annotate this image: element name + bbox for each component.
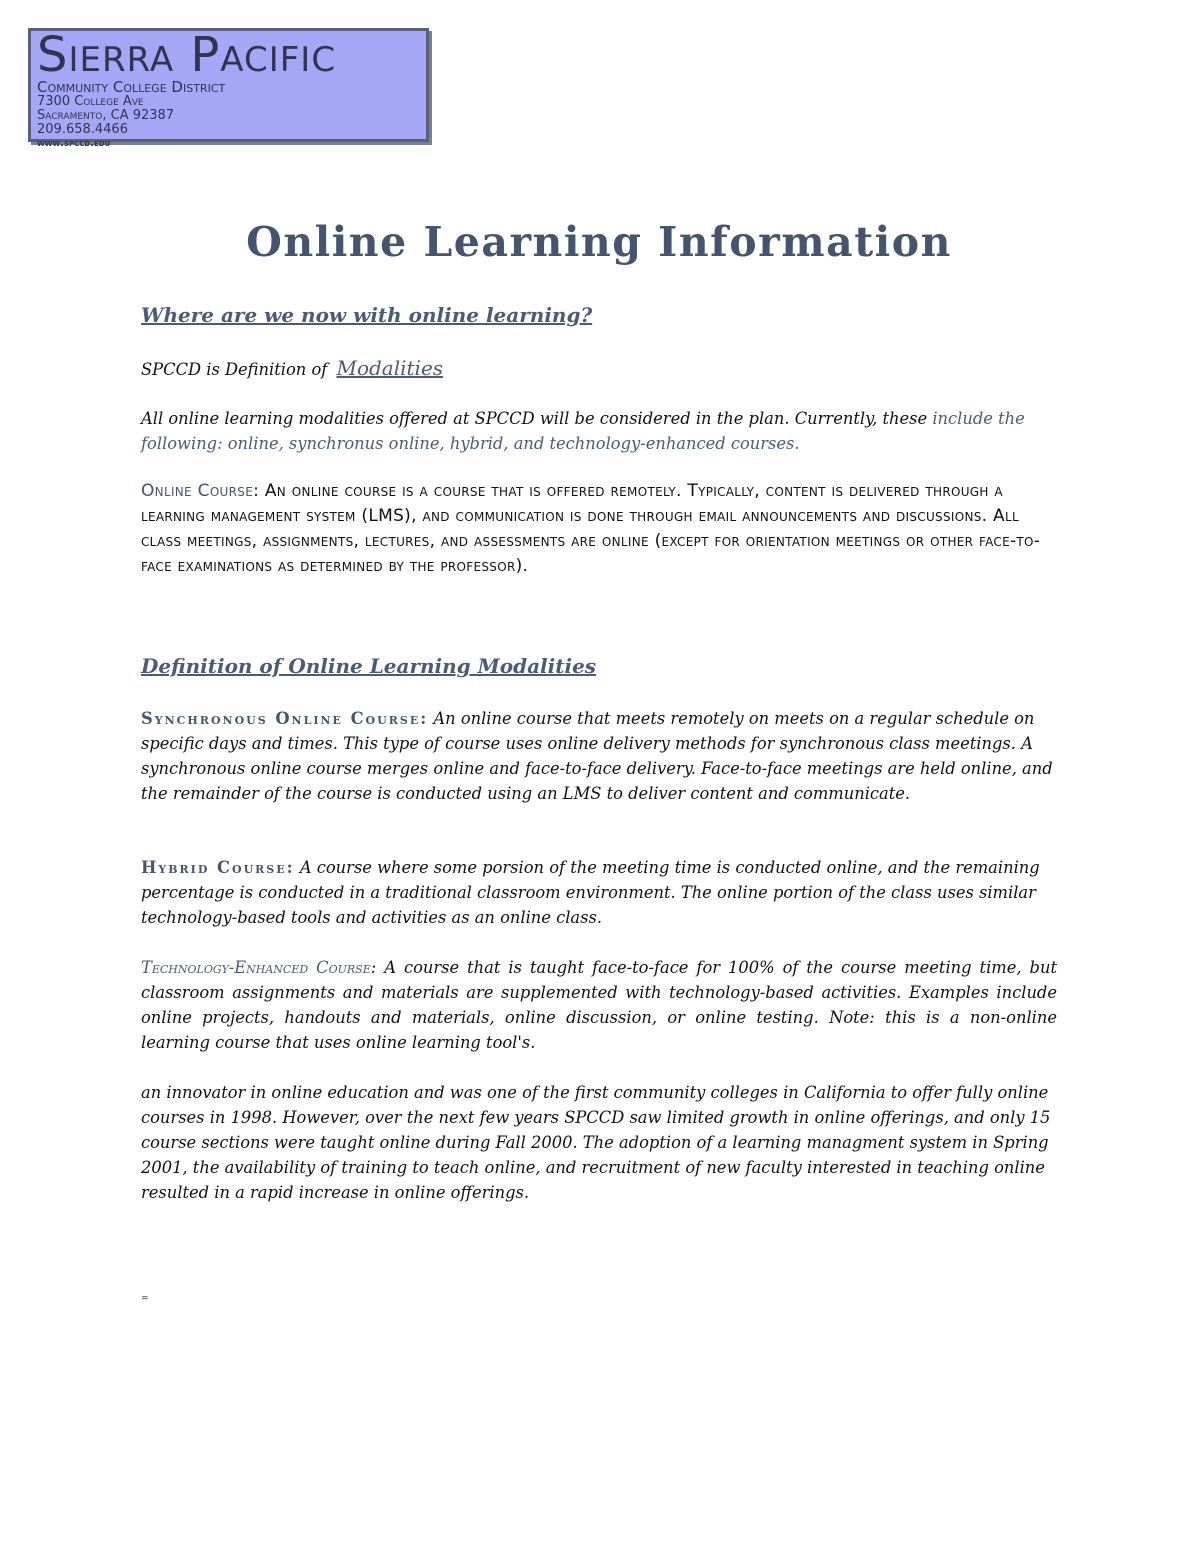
technology-enhanced-definition <box>141 955 1057 1055</box>
logo-phone: 209.658.4466 <box>37 122 128 137</box>
intro-text: All online learning modalities offered at SPCCD will be considered in the plan. Currently, these <box>141 409 928 428</box>
synchronous-course-term: Synchronous Online Course: <box>141 709 429 728</box>
modalities-link[interactable]: Modalities <box>336 356 444 380</box>
spccd-prefix: SPCCD is Definition of <box>141 360 328 379</box>
intro-text-highlight: include the following: online, synchronus online, hybrid, and technology-enhanced courses. <box>141 409 1025 453</box>
technology-enhanced-text: : A course that is taught face-to-face for 100% of the course meeting time, but classroom assignments and materials are supplemented with technology-based activities. Examples include online projects, handouts and materials, online discussion, or online testing. Note: this is a non-online learning course that uses online learning tool's. <box>141 958 1057 1052</box>
online-course-term: Online Course <box>141 481 254 501</box>
footer-mark: = <box>141 1294 149 1304</box>
logo-subtitle: Community College District <box>37 78 226 96</box>
section-heading-definitions[interactable]: Definition of Online Learning Modalities <box>141 654 597 678</box>
online-course-definition <box>141 479 1057 579</box>
hybrid-course-text: A course where some porsion of the meeting time is conducted online, and the remaining percentage is conducted in a traditional classroom environment. The online portion of the class uses similar technology-based tools and activities as an online class. <box>141 858 1040 927</box>
online-course-text: : An online course is a course that is offered remotely. Typically, content is delivered through a learning management system (LMS), and communication is done through email announcements and discussions. All class meetings, assignments, lectures, and assessments are online (except for orientation meetings or other face-to-face examinations as determined by the professor). <box>141 481 1041 576</box>
logo-name: Sierra Pacific <box>37 27 337 83</box>
synchronous-course-definition <box>141 706 1057 806</box>
section-heading-where-are-we[interactable]: Where are we now with online learning? <box>141 303 593 327</box>
technology-enhanced-term: Technology-Enhanced Course <box>141 958 371 977</box>
hybrid-course-definition <box>141 855 1057 930</box>
hybrid-course-term: Hybrid Course: <box>141 858 295 877</box>
spccd-definition-line <box>141 356 443 380</box>
synchronous-course-text: An online course that meets remotely on meets on a regular schedule on specific days and times. This type of course uses online delivery methods for synchronous class meetings. A synchronous online course merges online and face-to-face delivery. Face-to-face meetings are held online, and the remainder of the course is conducted using an LMS to deliver content and communicate. <box>141 709 1053 803</box>
logo-address-line-1: 7300 College Ave <box>37 94 144 109</box>
page-title: Online Learning Information <box>246 218 952 266</box>
history-paragraph: an innovator in online education and was one of the first community colleges in California to offer fully online courses in 1998. However, over the next few years SPCCD saw limited growth in online offerings, and only 15 course sections were taught online during Fall 2000. The adoption of a learning managment system in Spring 2001, the availability of training to teach online, and recruitment of new faculty interested in teaching online resulted in a rapid increase in online offerings. <box>141 1083 1051 1202</box>
logo-url: www.spccd.edu <box>37 138 111 149</box>
logo-address-line-2: Sacramento, CA 92387 <box>37 108 175 123</box>
intro-paragraph <box>141 406 1057 456</box>
district-logo <box>28 27 429 149</box>
